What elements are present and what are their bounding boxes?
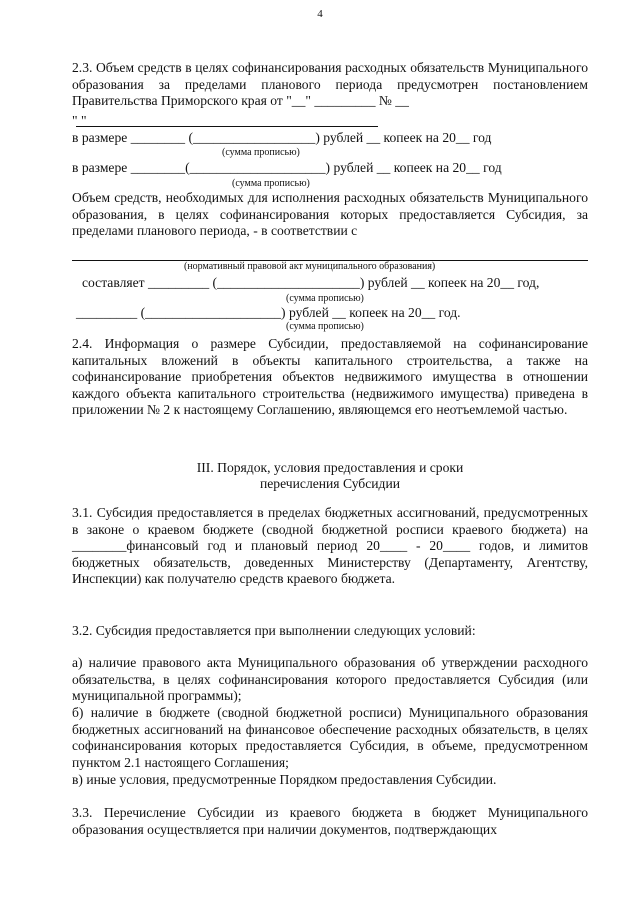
amount-line-4: _________ (____________________) рублей __ копеек на 20__ год. xyxy=(76,305,461,320)
amount-caption-2: (сумма прописью) xyxy=(232,178,310,189)
section-3-title-line-1: III. Порядок, условия предоставления и сроки xyxy=(196,460,464,475)
blank-rule xyxy=(76,126,378,127)
paragraph-2-4: 2.4. Информация о размере Субсидии, предоставляемой на софинансирование капитальных вложений в объекты капитального строительства, а также на софинансирование приобретения объектов недвижимого имущества в отношении каждого объекта капитального строительства (недвижимого имущества) приведена в приложении № 2 к настоящему Соглашению, являющемся его неотъемлемой частью. xyxy=(72,336,588,418)
legal-act-caption: (нормативный правовой акт муниципального образования) xyxy=(184,261,436,272)
paragraph-2-3-continued: Объем средств, необходимых для исполнения расходных обязательств Муниципального образования, в целях софинансирования которых предоставляется Субсидия, за пределами планового периода, - в соответствии с xyxy=(72,190,588,239)
amount-caption-4: (сумма прописью) xyxy=(286,321,364,332)
amount-line-2: в размере ________(____________________) рублей __ копеек на 20__ год xyxy=(72,160,502,175)
condition-b: б) наличие в бюджете (сводной бюджетной росписи) Муниципального образования бюджетных ассигнований на финансовое обеспечение расходных обязательств, в целях софинансирования которых предоставляется Субсидия, в объеме, предусмотренном пунктом 2.1 настоящего Соглашения; xyxy=(72,705,588,770)
paragraph-3-3: 3.3. Перечисление Субсидии из краевого бюджета в бюджет Муниципального образования осуществляется при наличии документов, подтверждающих xyxy=(72,805,588,837)
amount-caption-3: (сумма прописью) xyxy=(286,293,364,304)
paragraph-2-3: 2.3. Объем средств в целях софинансирования расходных обязательств Муниципального образования за пределами планового периода предусмотрен постановлением Правительства Приморского края от "__" _________ № __ xyxy=(72,60,588,109)
section-3-title-line-2: перечисления Субсидии xyxy=(260,476,400,491)
quote-line: " " xyxy=(72,113,87,128)
amount-caption-1: (сумма прописью) xyxy=(222,147,300,158)
amount-line-1: в размере ________ (__________________) рублей __ копеек на 20__ год xyxy=(72,130,492,145)
paragraph-3-1: 3.1. Субсидия предоставляется в пределах бюджетных ассигнований, предусмотренных в законе о краевом бюджете (сводной бюджетной росписи краевого бюджета) на ________финансовый год и плановый период 20____ - 20____ годов, и лимитов бюджетных обязательств, доведенных Министерству (Департаменту, Агентству, Инспекции) как получателю средств краевого бюджета. xyxy=(72,505,588,587)
amount-line-3: составляет _________ (_____________________) рублей __ копеек на 20__ год, xyxy=(82,275,540,290)
paragraph-3-2: 3.2. Субсидия предоставляется при выполнении следующих условий: xyxy=(72,623,476,638)
condition-a: а) наличие правового акта Муниципального образования об утверждении расходного обязательства, в целях софинансирования которого предоставляется Субсидия (или муниципальной программы); xyxy=(72,655,588,704)
condition-c: в) иные условия, предусмотренные Порядком предоставления Субсидии. xyxy=(72,772,497,787)
page-number: 4 xyxy=(317,8,323,20)
